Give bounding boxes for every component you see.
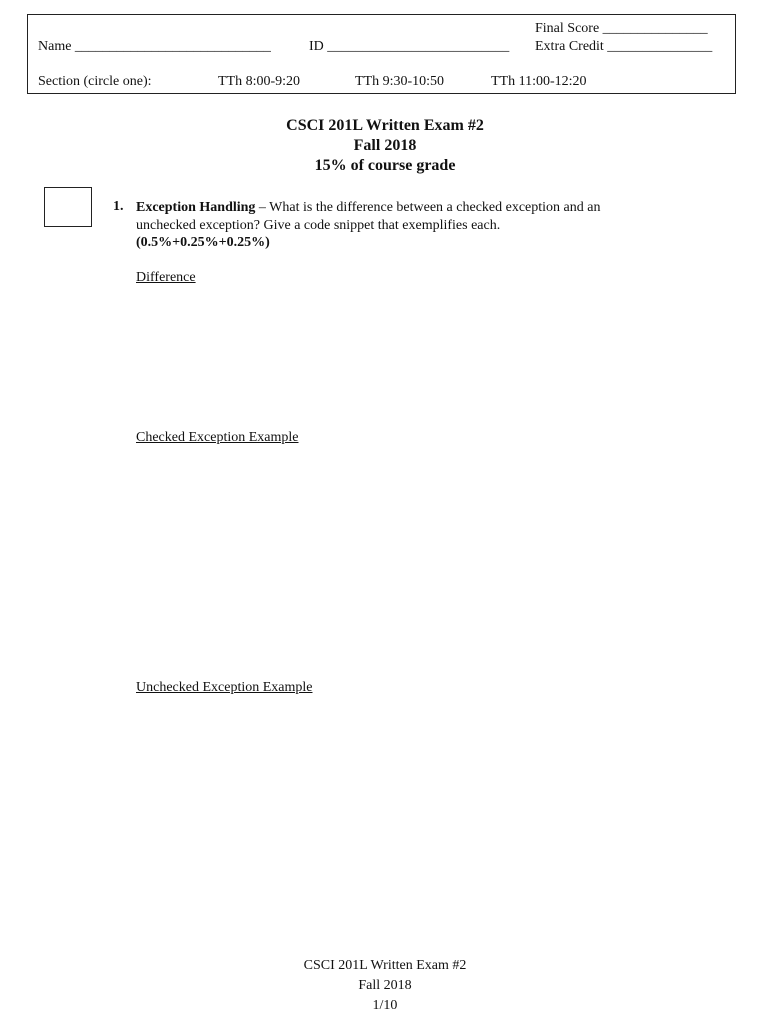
- exam-title-line: CSCI 201L Written Exam #2: [286, 117, 484, 134]
- question-text-line1: – What is the difference between a checked exception and an: [255, 200, 601, 215]
- exam-title: [0, 116, 770, 176]
- page-number: 1/10: [372, 998, 398, 1013]
- question-score-box[interactable]: [44, 187, 92, 227]
- question-points: (0.5%+0.25%+0.25%): [136, 235, 270, 250]
- section-label: Section (circle one):: [38, 74, 152, 89]
- question-number: 1.: [113, 199, 124, 214]
- question-topic: Exception Handling: [136, 200, 256, 215]
- unchecked-example-label: Unchecked Exception Example: [136, 680, 313, 695]
- checked-example-label: Checked Exception Example: [136, 430, 299, 445]
- footer-title: CSCI 201L Written Exam #2: [303, 958, 467, 973]
- question-text-line2: unchecked exception? Give a code snippet that exemplifies each.: [136, 217, 501, 233]
- question-text: [136, 199, 656, 252]
- page-footer: [0, 956, 770, 1016]
- section-option-2[interactable]: TTh 9:30-10:50: [355, 74, 445, 89]
- difference-label: Difference: [136, 270, 196, 285]
- footer-term: Fall 2018: [358, 978, 412, 993]
- section-option-1[interactable]: TTh 8:00-9:20: [218, 74, 301, 89]
- extra-credit-field: Extra Credit _______________: [535, 39, 713, 54]
- id-field[interactable]: ID __________________________: [309, 39, 510, 54]
- section-option-3[interactable]: TTh 11:00-12:20: [491, 74, 587, 89]
- student-info-box: [27, 14, 736, 94]
- exam-term: Fall 2018: [353, 137, 417, 154]
- exam-weight: 15% of course grade: [314, 157, 456, 174]
- final-score-field: Final Score _______________: [535, 21, 708, 36]
- name-field[interactable]: Name ____________________________: [38, 39, 271, 54]
